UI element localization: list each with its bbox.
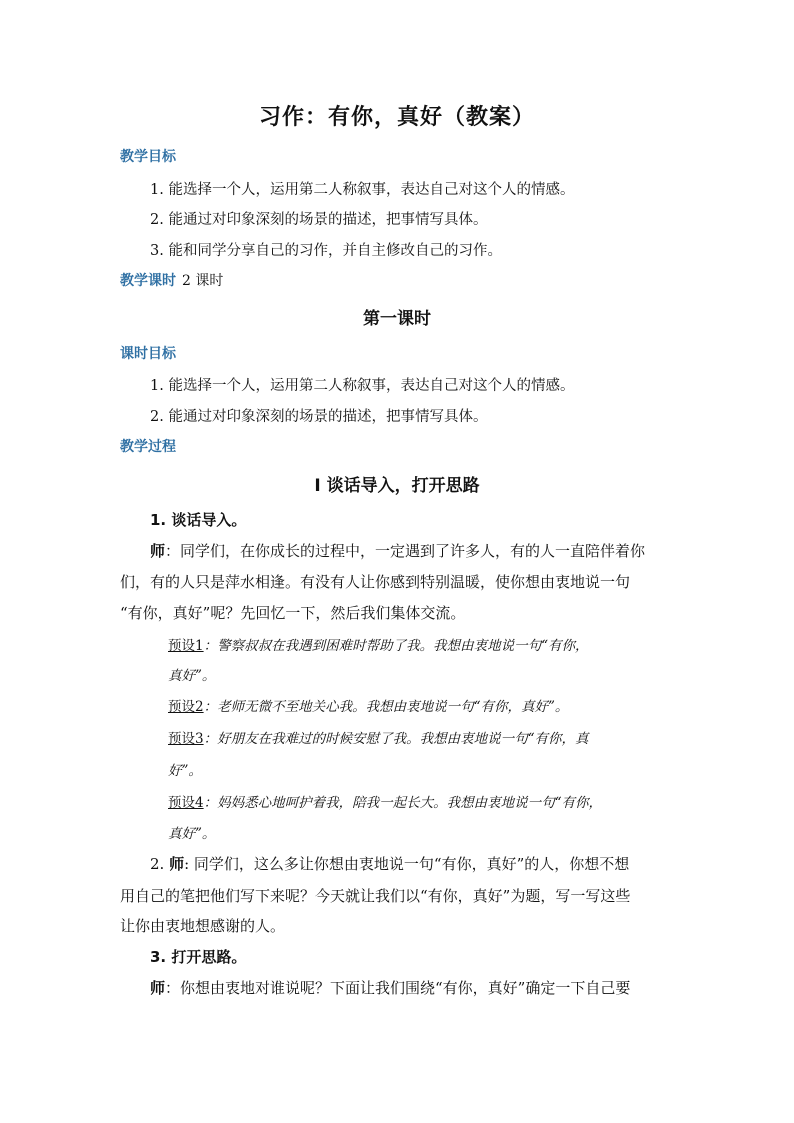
step-number: 2. [150, 855, 165, 873]
preset-label: 预设1 [168, 638, 204, 654]
step-label: 3. 打开思路。 [150, 948, 247, 966]
hours-heading [120, 270, 223, 290]
goals-heading: 教学目标 [120, 149, 176, 165]
preset-line [168, 634, 589, 654]
paragraph-line [150, 540, 645, 561]
preset-text: ：妈妈悉心地呵护着我，陪我一起长大。我想由衷地说一句“有你， [203, 795, 602, 811]
goal-item: 2. 能通过对印象深刻的场景的描述，把事情写具体。 [150, 212, 488, 228]
hours-value: 2 课时 [182, 273, 224, 289]
paragraph-line: 让你由衷地想感谢的人。 [120, 917, 286, 935]
preset-text: ：老师无微不至地关心我。我想由衷地说一句“有你，真好”。 [203, 699, 569, 715]
step-label: 1. 谈话导入。 [150, 511, 247, 529]
hours-heading-label: 教学课时 [120, 273, 176, 289]
preset-text: ：好朋友在我难过的时候安慰了我。我想由衷地说一句“有你，真 [203, 731, 589, 747]
part-title: Ⅰ 谈话导入，打开思路 [314, 476, 480, 496]
paragraph-text: ：你想由衷地对谁说呢？下面让我们围绕“有你，真好”确定一下自己要 [165, 979, 631, 997]
paragraph-line: 用自己的笔把他们写下来呢？今天就让我们以“有你，真好”为题，写一写这些 [120, 887, 631, 905]
preset-line [168, 791, 602, 811]
preset-text: ：警察叔叔在我遇到困难时帮助了我。我想由衷地说一句“有你， [203, 638, 589, 654]
preset-line: 真好”。 [168, 668, 216, 684]
paragraph-line [150, 977, 630, 998]
paragraph-line: “有你，真好”呢？先回忆一下，然后我们集体交流。 [120, 604, 466, 622]
preset-line: 真好”。 [168, 826, 216, 842]
document-title: 习作：有你，真好（教案） [258, 105, 535, 130]
preset-line [168, 695, 568, 715]
lesson-title: 第一课时 [363, 309, 431, 329]
lesson-goals-heading: 课时目标 [120, 346, 176, 362]
paragraph-line: 们，有的人只是萍水相逢。有没有人让你感到特别温暖，使你想由衷地说一句 [120, 573, 631, 591]
lesson-goal-item: 2. 能通过对印象深刻的场景的描述，把事情写具体。 [150, 409, 488, 425]
goal-item: 3. 能和同学分享自己的习作，并自主修改自己的习作。 [150, 243, 502, 259]
preset-line: 好”。 [168, 763, 202, 779]
teacher-label: 师 [150, 542, 166, 560]
teacher-label: 师 [169, 855, 185, 873]
goal-item: 1. 能选择一个人，运用第二人称叙事，表达自己对这个人的情感。 [150, 182, 575, 198]
paragraph-text: : 同学们，这么多让你想由衷地说一句“有你，真好”的人，你想不想 [184, 855, 630, 873]
teacher-label: 师 [150, 979, 166, 997]
process-heading: 教学过程 [120, 439, 176, 455]
preset-label: 预设3 [168, 731, 204, 747]
lesson-goal-item: 1. 能选择一个人，运用第二人称叙事，表达自己对这个人的情感。 [150, 378, 575, 394]
paragraph-line [150, 853, 629, 874]
paragraph-text: ：同学们，在你成长的过程中，一定遇到了许多人，有的人一直陪伴着你 [165, 542, 646, 560]
preset-line [168, 727, 589, 747]
preset-label: 预设4 [168, 795, 204, 811]
preset-label: 预设2 [168, 699, 204, 715]
